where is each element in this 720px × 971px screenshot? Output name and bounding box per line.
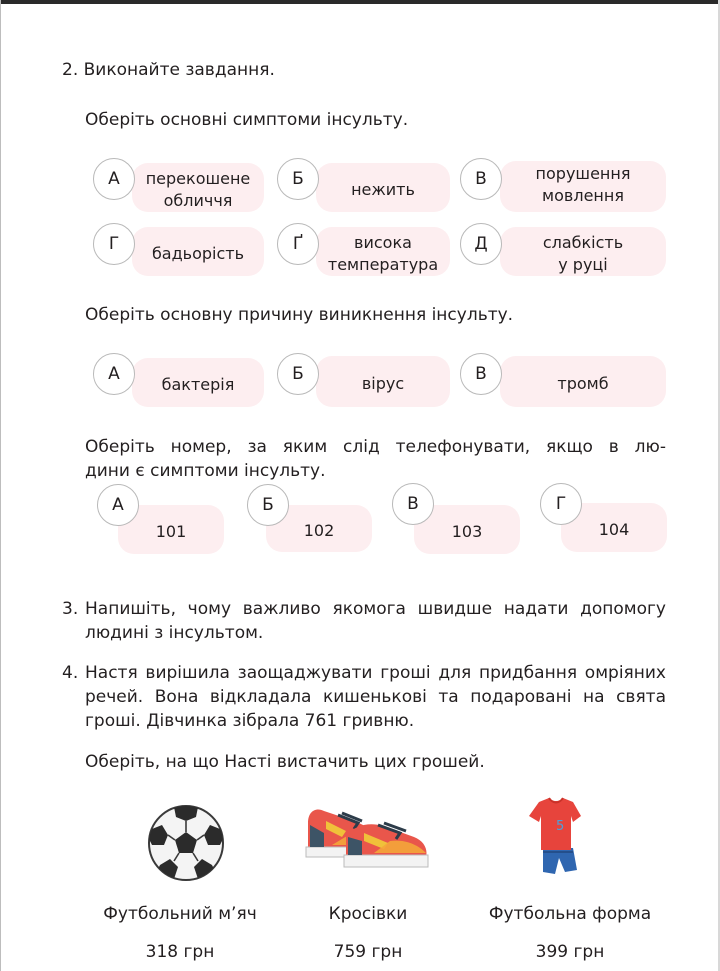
q3-prompt-line2: дини є симптоми інсульту. (85, 461, 326, 481)
q2-option-b-label: вірус (361, 373, 405, 393)
q1-option-g-letter[interactable]: Ґ (277, 223, 319, 265)
q1-prompt: Оберіть основні симптоми інсульту. (85, 110, 409, 130)
q1-option-a-pill[interactable] (132, 163, 264, 212)
q1-option-v-letter[interactable]: В (460, 158, 502, 200)
q3-option-h-label: 104 (598, 519, 630, 539)
football-kit-icon (521, 796, 587, 882)
q1-option-v-line1: порушення (535, 163, 631, 183)
q2-option-a-letter[interactable]: А (93, 353, 135, 395)
q1-option-g-pill[interactable] (316, 227, 450, 276)
q2-option-v-letter[interactable]: В (460, 353, 502, 395)
q2-option-v-pill[interactable] (500, 356, 666, 407)
task4-line1: Настя вирішила заощаджувати гроші для придбання омріяних (85, 663, 666, 683)
q3-option-a-letter[interactable]: А (97, 484, 139, 526)
q3-option-v-label: 103 (451, 521, 483, 541)
task4-prompt: Оберіть, на що Насті вистачить цих грошей. (85, 752, 485, 772)
q1-option-b-letter[interactable]: Б (277, 158, 319, 200)
task4-line2: речей. Вона відкладала кишенькові та подаровані на свята (85, 687, 666, 707)
item-sneakers-price: 759 грн (333, 942, 403, 962)
q1-option-v-pill[interactable] (500, 161, 666, 212)
jersey-number: 5 (556, 819, 565, 834)
q1-option-g-line2: температура (327, 254, 439, 274)
task4-line3: гроші. Дівчинка зібрала 761 гривню. (85, 711, 415, 731)
q1-option-d-line1: слабкість (542, 232, 624, 252)
item-kit-name: Футбольна форма (488, 904, 652, 924)
task3-number: 3. (62, 599, 79, 619)
q2-option-b-pill[interactable] (316, 356, 450, 407)
q2-prompt: Оберіть основну причину виникнення інсульту. (85, 305, 514, 325)
task4-number: 4. (62, 663, 79, 683)
soccer-ball-icon (146, 803, 226, 883)
q1-option-h-letter[interactable]: Г (93, 223, 135, 265)
q2-option-v-label: тромб (557, 373, 609, 393)
item-sneakers-name: Кросівки (328, 904, 408, 924)
q1-option-h-line1: бадьорість (151, 243, 245, 263)
item-ball-price: 318 грн (145, 942, 215, 962)
item-kit-price: 399 грн (535, 942, 605, 962)
q1-option-v-line2: мовлення (542, 185, 624, 205)
left-edge (0, 0, 1, 971)
q1-option-b-line1: нежить (351, 179, 415, 199)
q2-option-b-letter[interactable]: Б (277, 353, 319, 395)
q1-option-a-letter[interactable]: А (93, 158, 135, 200)
task2-heading: 2. Виконайте завдання. (62, 60, 275, 80)
q1-option-h-pill[interactable] (132, 227, 264, 276)
q3-option-a-label: 101 (155, 521, 187, 541)
sneakers-icon (302, 803, 432, 875)
top-border (0, 0, 720, 4)
q1-option-d-letter[interactable]: Д (460, 223, 502, 265)
q3-option-b-label: 102 (303, 520, 335, 540)
task3-line1: Напишіть, чому важливо якомога швидше надати допомогу (85, 599, 666, 619)
q1-option-a-line2: обличчя (163, 190, 233, 210)
q3-prompt-line1: Оберіть номер, за яким слід телефонувати, якщо в лю- (85, 437, 666, 457)
q3-option-v-letter[interactable]: В (392, 483, 434, 525)
q1-option-d-pill[interactable] (500, 227, 666, 276)
q1-option-g-line1: висока (354, 232, 412, 252)
q3-option-b-letter[interactable]: Б (247, 484, 289, 526)
task3-line2: людині з інсультом. (85, 623, 264, 643)
item-ball-name: Футбольний м’яч (103, 904, 257, 924)
q1-option-d-line2: у руці (558, 254, 608, 274)
q2-option-a-label: бактерія (161, 374, 235, 394)
q1-option-a-line1: перекошене (145, 168, 251, 188)
q1-option-b-pill[interactable] (316, 163, 450, 212)
q3-option-h-letter[interactable]: Г (540, 483, 582, 525)
q2-option-a-pill[interactable] (132, 358, 264, 407)
